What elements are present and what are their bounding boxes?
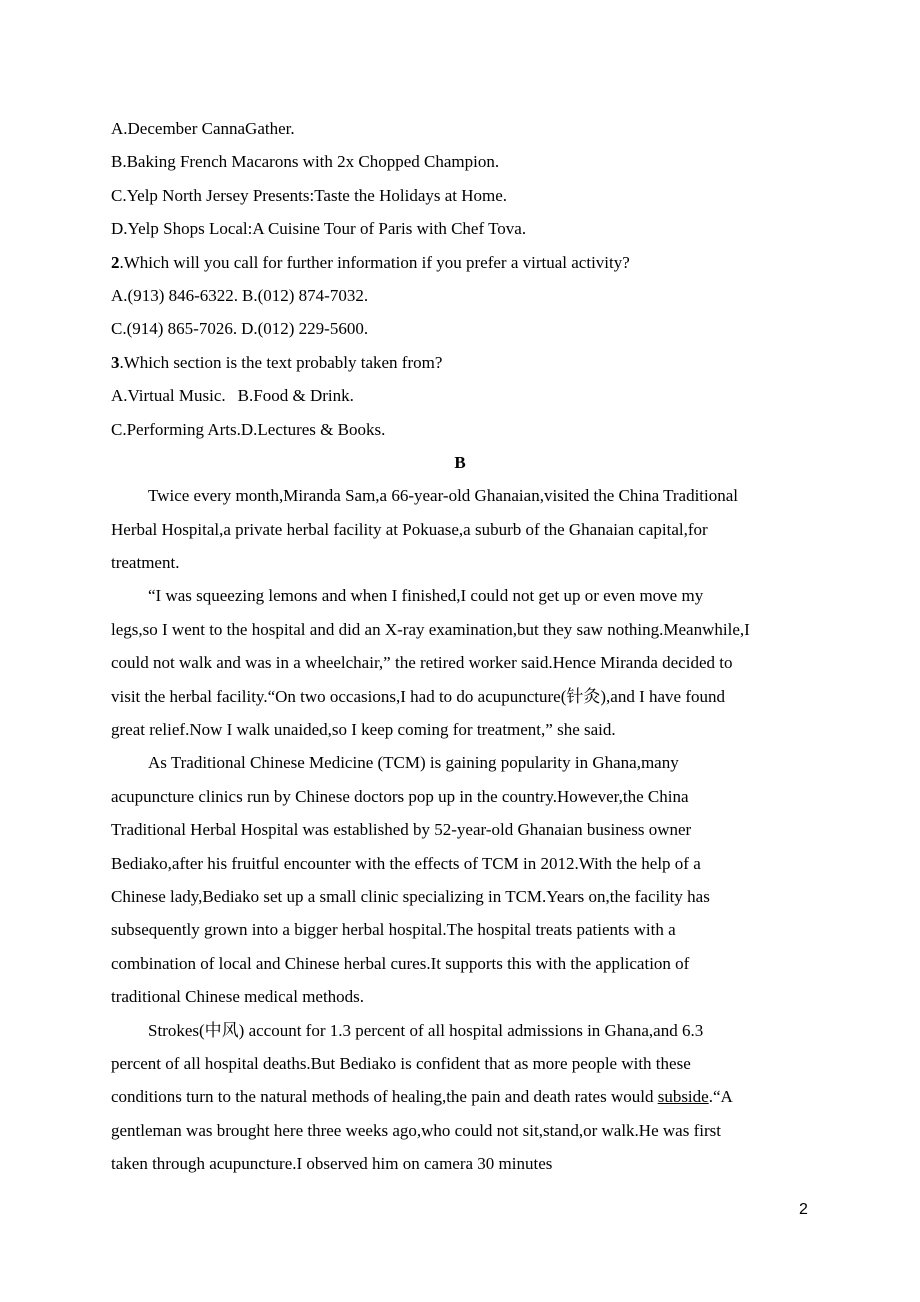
paragraph-2-line: “I was squeezing lemons and when I finished,I could not get up or even move my	[148, 586, 704, 606]
paragraph-4-line: percent of all hospital deaths.But Bediako is confident that as more people with these	[111, 1053, 691, 1073]
paragraph-2-line: could not walk and was in a wheelchair,” the retired worker said.Hence Miranda decided to	[111, 653, 733, 673]
q2-number: 2	[111, 252, 120, 272]
paragraph-3-line: Bediako,after his fruitful encounter with the effects of TCM in 2012.With the help of a	[111, 853, 701, 873]
paragraph-1-line: Herbal Hospital,a private herbal facility at Pokuase,a suburb of the Ghanaian capital,for	[111, 519, 708, 539]
paragraph-2-line: legs,so I went to the hospital and did an X-ray examination,but they saw nothing.Meanwhile,I	[111, 619, 750, 639]
paragraph-4-line: gentleman was brought here three weeks ago,who could not sit,stand,or walk.He was first	[111, 1120, 721, 1140]
q1-option-c: C.Yelp North Jersey Presents:Taste the Holidays at Home.	[111, 185, 508, 205]
paragraph-3-line: traditional Chinese medical methods.	[111, 987, 365, 1007]
paragraph-4-text: .“A	[708, 1087, 733, 1107]
q3-option-d: D.Lectures & Books.	[240, 419, 386, 439]
paragraph-4-text: conditions turn to the natural methods of healing,the pain and death rates would	[111, 1087, 658, 1107]
underlined-word: subside	[657, 1087, 709, 1107]
paragraph-2-line: great relief.Now I walk unaided,so I keep coming for treatment,” she said.	[111, 720, 616, 740]
paragraph-4-line: taken through acupuncture.I observed him on camera 30 minutes	[111, 1154, 553, 1174]
paragraph-4-line: Strokes(中风) account for 1.3 percent of all hospital admissions in Ghana,and 6.3	[148, 1020, 704, 1040]
paragraph-3-line: Traditional Herbal Hospital was established by 52-year-old Ghanaian business owner	[111, 820, 692, 840]
section-heading: B	[454, 452, 466, 472]
q3-options-row-2	[111, 413, 811, 446]
q3-number: 3	[111, 352, 120, 372]
paragraph-3-line: combination of local and Chinese herbal cures.It supports this with the application of	[111, 953, 690, 973]
page-content	[111, 112, 811, 1181]
paragraph-3-line: subsequently grown into a bigger herbal hospital.The hospital treats patients with a	[111, 920, 676, 940]
q1-option-d: D.Yelp Shops Local:A Cuisine Tour of Paris with Chef Tova.	[111, 219, 527, 239]
paragraph-3-line: As Traditional Chinese Medicine (TCM) is gaining popularity in Ghana,many	[148, 753, 679, 773]
q2-option-b: B.(012) 874-7032.	[242, 285, 369, 305]
q2-stem: .Which will you call for further information if you prefer a virtual activity?	[119, 252, 630, 272]
q2-option-c: C.(914) 865-7026.	[111, 319, 238, 339]
paragraph-4-line	[111, 1080, 811, 1113]
paragraph-1-line: Twice every month,Miranda Sam,a 66-year-old Ghanaian,visited the China Traditional	[148, 486, 739, 506]
q2-options-row-2	[111, 312, 811, 345]
paragraph-2-line: visit the herbal facility.“On two occasions,I had to do acupuncture(针灸),and I have found	[111, 686, 726, 706]
q3-option-b: B.Food & Drink.	[237, 386, 354, 406]
paragraph-1-line: treatment.	[111, 553, 180, 573]
page-number: 2	[799, 1201, 808, 1218]
q1-option-a: A.December CannaGather.	[111, 119, 295, 138]
q3-option-c: C.Performing Arts.	[111, 419, 241, 439]
q3-option-a: A.Virtual Music.	[111, 386, 226, 406]
q3-stem: .Which section is the text probably taken from?	[119, 352, 443, 372]
q2-stem-line	[111, 246, 811, 279]
q1-option-b: B.Baking French Macarons with 2x Chopped Champion.	[111, 152, 500, 172]
paragraph-3-line: Chinese lady,Bediako set up a small clinic specializing in TCM.Years on,the facility has	[111, 886, 710, 906]
q2-option-d: D.(012) 229-5600.	[241, 319, 369, 339]
q2-option-a: A.(913) 846-6322.	[111, 285, 239, 305]
q3-options-row-1	[111, 379, 811, 412]
q2-options-row-1	[111, 279, 811, 312]
q3-stem-line	[111, 346, 811, 379]
paragraph-3-line: acupuncture clinics run by Chinese doctors pop up in the country.However,the China	[111, 786, 689, 806]
